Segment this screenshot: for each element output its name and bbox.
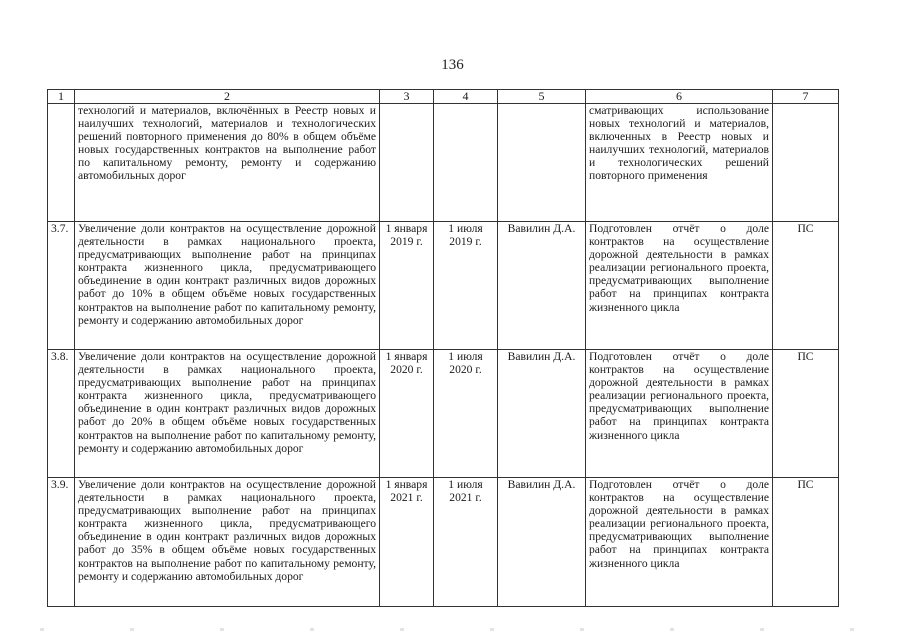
row-start-date: 1 января 2019 г. xyxy=(380,222,434,350)
row-number: 3.7. xyxy=(48,222,75,350)
row-responsible-code: ПС xyxy=(773,222,839,350)
plan-table xyxy=(47,89,839,607)
row-description: Увеличение доли контрактов на осуществление дорожной деятельности в рамках национального проекта, предусматривающих выполнение работ на принципах контракта жизненного цикла, предусматривающего объединение в один контракт различных видов дорожных работ до 10% в общем объёме новых государственных контрактов на выполнение работ по капитальному ремонту, ремонту и содержанию автомобильных дорог xyxy=(75,222,380,350)
row-responsible-person: Вавилин Д.А. xyxy=(498,222,586,350)
row-description: Увеличение доли контрактов на осуществление дорожной деятельности в рамках национального проекта, предусматривающих выполнение работ на принципах контракта жизненного цикла, предусматривающего объединение в один контракт различных видов дорожных работ до 35% в общем объёме новых государственных контрактов на выполнение работ по капитальному ремонту, ремонту и содержанию автомобильных дорог xyxy=(75,478,380,607)
row-end-date xyxy=(434,104,498,222)
row-responsible-person: Вавилин Д.А. xyxy=(498,478,586,607)
header-col-2: 2 xyxy=(75,90,380,104)
row-result: Подготовлен отчёт о доле контрактов на осуществление дорожной деятельности в рамках реализации регионального проекта, предусматривающих выполнение работ на принципах контракта жизненного цикла xyxy=(586,478,773,607)
header-col-1: 1 xyxy=(48,90,75,104)
row-responsible-code xyxy=(773,104,839,222)
row-description: технологий и материалов, включённых в Реестр новых и наилучших технологий, материалов и технологических решений повторного применения до 80% в общем объёме новых государственных контрактов на выполнение работ по капитальному ремонту, ремонту и содержанию автомобильных дорог xyxy=(75,104,380,222)
header-col-5: 5 xyxy=(498,90,586,104)
row-description: Увеличение доли контрактов на осуществление дорожной деятельности в рамках национального проекта, предусматривающих выполнение работ на принципах контракта жизненного цикла, предусматривающего объединение в один контракт различных видов дорожных работ до 20% в общем объёме новых государственных контрактов на выполнение работ по капитальному ремонту, ремонту и содержанию автомобильных дорог xyxy=(75,350,380,478)
scan-artifact xyxy=(0,628,905,631)
row-number xyxy=(48,104,75,222)
row-number: 3.8. xyxy=(48,350,75,478)
row-end-date: 1 июля 2020 г. xyxy=(434,350,498,478)
page-number: 136 xyxy=(441,57,464,73)
header-row xyxy=(48,90,839,104)
row-responsible-code: ПС xyxy=(773,350,839,478)
row-result: Подготовлен отчёт о доле контрактов на осуществление дорожной деятельности в рамках реализации регионального проекта, предусматривающих выполнение работ на принципах контракта жизненного цикла xyxy=(586,350,773,478)
row-responsible-person: Вавилин Д.А. xyxy=(498,350,586,478)
row-result: Подготовлен отчёт о доле контрактов на осуществление дорожной деятельности в рамках реализации регионального проекта, предусматривающих выполнение работ на принципах контракта жизненного цикла xyxy=(586,222,773,350)
header-col-6: 6 xyxy=(586,90,773,104)
row-end-date: 1 июля 2021 г. xyxy=(434,478,498,607)
header-col-4: 4 xyxy=(434,90,498,104)
row-responsible-code: ПС xyxy=(773,478,839,607)
row-start-date: 1 января 2020 г. xyxy=(380,350,434,478)
table-row xyxy=(48,104,839,222)
row-number: 3.9. xyxy=(48,478,75,607)
row-responsible-person xyxy=(498,104,586,222)
header-col-3: 3 xyxy=(380,90,434,104)
row-start-date: 1 января 2021 г. xyxy=(380,478,434,607)
header-col-7: 7 xyxy=(773,90,839,104)
table-row xyxy=(48,478,839,607)
row-result: сматривающих использование новых технологий и материалов, включенных в Реестр новых и наилучших технологий, материалов и технологических решений повторного применения xyxy=(586,104,773,222)
table-row xyxy=(48,350,839,478)
table-row xyxy=(48,222,839,350)
row-end-date: 1 июля 2019 г. xyxy=(434,222,498,350)
row-start-date xyxy=(380,104,434,222)
